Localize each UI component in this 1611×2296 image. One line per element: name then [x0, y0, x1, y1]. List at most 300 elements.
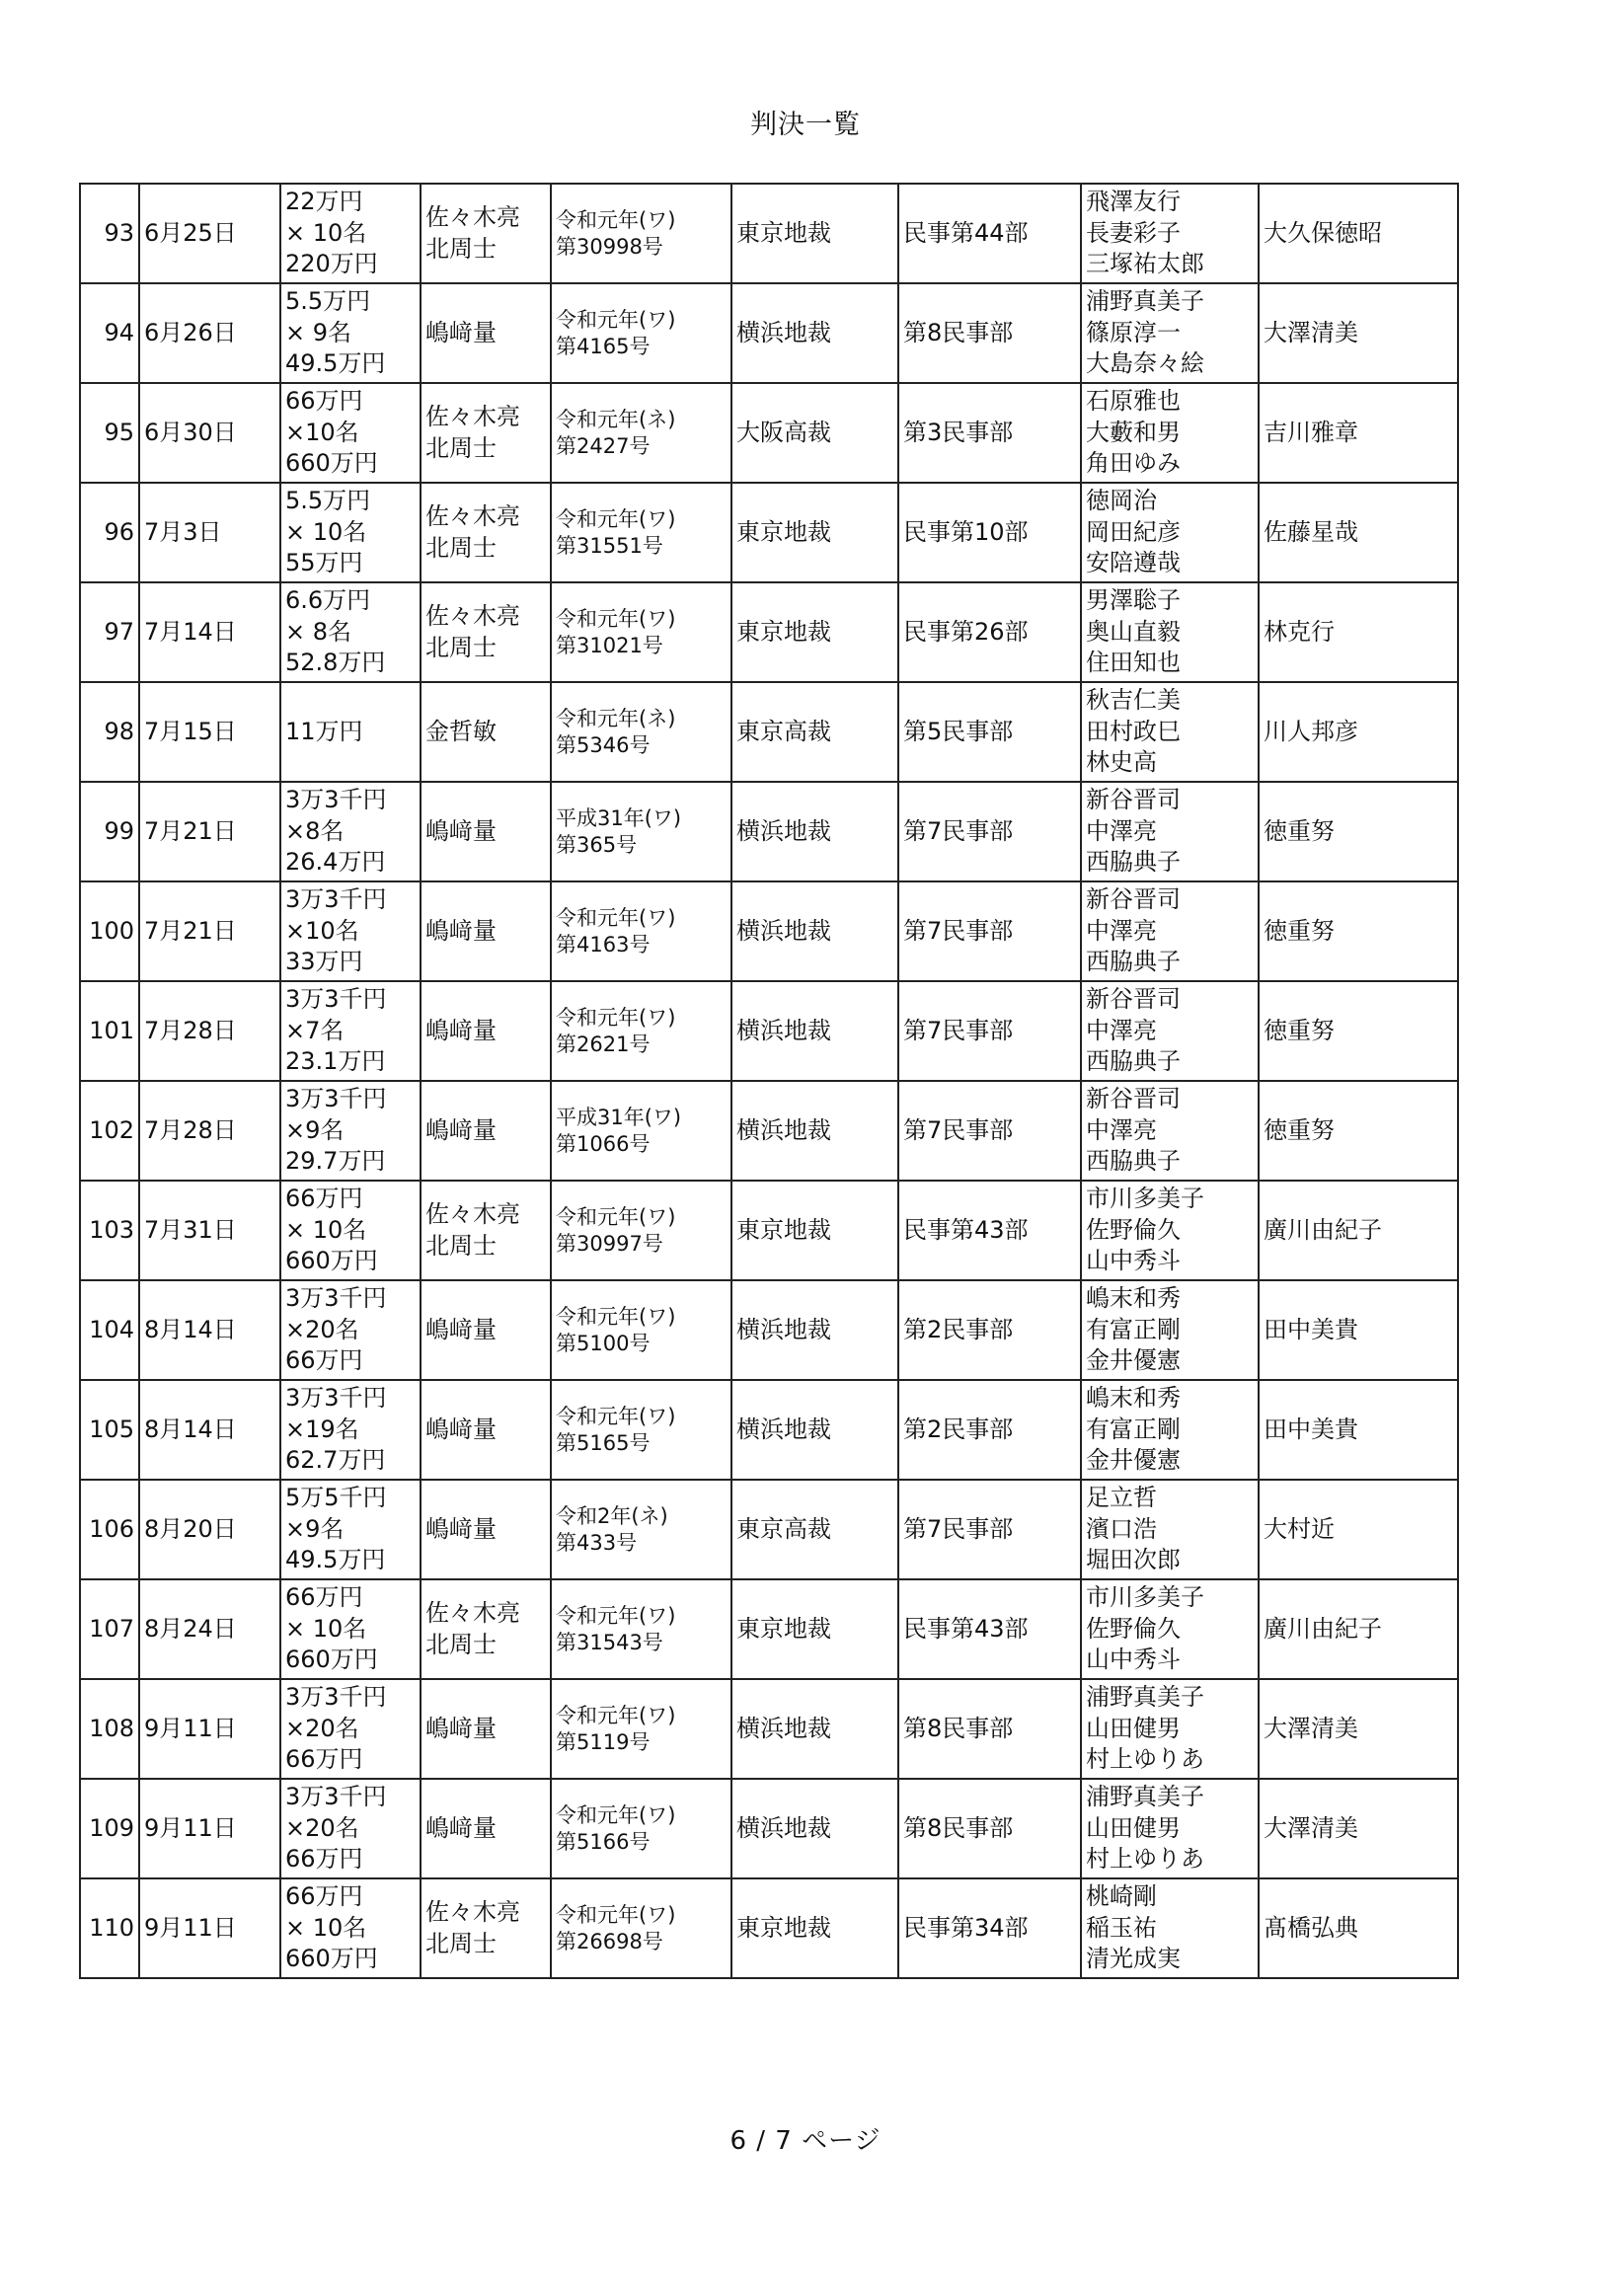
amount-line: 5万5千円 — [285, 1483, 387, 1511]
case-number-line: 令和元年(ワ) — [556, 905, 676, 930]
amount-line: 22万円 — [285, 187, 363, 215]
case-number-line: 令和元年(ワ) — [556, 1005, 676, 1030]
court-cell: 東京地裁 — [731, 483, 898, 582]
judges-line: 山田健男 — [1086, 1813, 1181, 1842]
amount-line: 660万円 — [285, 1247, 378, 1275]
case-number-line: 第4163号 — [556, 932, 651, 957]
lawyer-line: 北周士 — [425, 1929, 497, 1957]
case-number-line: 令和元年(ネ) — [556, 407, 676, 431]
judges-line: 西脇典子 — [1086, 1147, 1181, 1176]
judges-line: 篠原淳一 — [1086, 318, 1181, 346]
division-cell: 第8民事部 — [898, 283, 1081, 383]
case-number-cell — [551, 1878, 731, 1978]
division-cell: 第7民事部 — [898, 981, 1081, 1081]
lawyer-line: 北周士 — [425, 433, 497, 462]
amount-line: 66万円 — [285, 1745, 363, 1774]
date-cell: 9月11日 — [139, 1779, 280, 1878]
judges-line: 嶋末和秀 — [1086, 1383, 1181, 1412]
lawyer-cell — [421, 184, 551, 283]
row-number-cell: 96 — [80, 483, 139, 582]
judges-line: 長妻彩子 — [1086, 218, 1181, 247]
judges-cell — [1081, 1280, 1259, 1380]
case-number-line: 第2621号 — [556, 1032, 651, 1056]
case-number-line: 令和元年(ワ) — [556, 506, 676, 531]
division-cell: 民事第10部 — [898, 483, 1081, 582]
case-number-line: 令和2年(ネ) — [556, 1503, 668, 1528]
judges-line: 西脇典子 — [1086, 848, 1181, 877]
judges-line: 秋吉仁美 — [1086, 685, 1181, 714]
row-number-cell: 103 — [80, 1181, 139, 1280]
case-number-cell — [551, 682, 731, 782]
judges-cell — [1081, 1878, 1259, 1978]
case-number-line: 令和元年(ワ) — [556, 1902, 676, 1927]
division-cell: 第7民事部 — [898, 1081, 1081, 1181]
amount-line: ×20名 — [285, 1714, 359, 1742]
judges-line: 濱口浩 — [1086, 1514, 1157, 1543]
lawyer-line: 佐々木亮 — [425, 403, 520, 431]
division-cell: 第2民事部 — [898, 1380, 1081, 1480]
amount-line: × 10名 — [285, 1614, 367, 1643]
judges-line: 清光成実 — [1086, 1945, 1181, 1973]
table-row — [80, 1679, 1458, 1779]
court-cell: 横浜地裁 — [731, 1779, 898, 1878]
lawyer-cell — [421, 1779, 551, 1878]
date-cell: 7月15日 — [139, 682, 280, 782]
lawyer-line: 嶋﨑量 — [425, 816, 497, 845]
amount-line: 66万円 — [285, 1346, 363, 1375]
amount-line: 3万3千円 — [285, 1084, 387, 1112]
judges-cell — [1081, 981, 1259, 1081]
amount-line: 3万3千円 — [285, 785, 387, 813]
lawyer-line: 北周士 — [425, 1630, 497, 1658]
amount-cell — [280, 1878, 421, 1978]
judges-cell — [1081, 1579, 1259, 1679]
case-number-line: 令和元年(ワ) — [556, 1304, 676, 1329]
judges-cell — [1081, 1380, 1259, 1480]
lawyer-cell — [421, 1679, 551, 1779]
amount-line: 660万円 — [285, 1645, 378, 1674]
case-number-line: 第5166号 — [556, 1829, 651, 1854]
table-row — [80, 881, 1458, 981]
lawyer-line: 佐々木亮 — [425, 1898, 520, 1927]
amount-cell — [280, 383, 421, 483]
counsel-cell: 髙橋弘典 — [1259, 1878, 1458, 1978]
judges-line: 浦野真美子 — [1086, 286, 1204, 315]
judges-line: 中澤亮 — [1086, 816, 1157, 845]
lawyer-cell — [421, 582, 551, 682]
judges-line: 山中秀斗 — [1086, 1645, 1181, 1674]
lawyer-line: 嶋﨑量 — [425, 1813, 497, 1842]
amount-cell — [280, 582, 421, 682]
judges-cell — [1081, 881, 1259, 981]
counsel-cell: 川人邦彦 — [1259, 682, 1458, 782]
lawyer-cell — [421, 1878, 551, 1978]
counsel-cell: 廣川由紀子 — [1259, 1579, 1458, 1679]
table-row — [80, 1380, 1458, 1480]
page-title: 判決一覧 — [750, 110, 861, 140]
lawyer-line: 北周士 — [425, 633, 497, 661]
amount-cell — [280, 184, 421, 283]
date-cell: 7月28日 — [139, 981, 280, 1081]
lawyer-line: 佐々木亮 — [425, 1599, 520, 1628]
division-cell: 第3民事部 — [898, 383, 1081, 483]
judges-line: 角田ゆみ — [1086, 449, 1181, 478]
counsel-cell: 林克行 — [1259, 582, 1458, 682]
judges-line: 大島奈々絵 — [1086, 349, 1204, 378]
date-cell: 7月21日 — [139, 782, 280, 881]
amount-line: 66万円 — [285, 386, 363, 415]
case-number-cell — [551, 1181, 731, 1280]
case-number-cell — [551, 1081, 731, 1181]
case-number-cell — [551, 1679, 731, 1779]
case-number-line: 令和元年(ワ) — [556, 606, 676, 631]
judges-line: 村上ゆりあ — [1086, 1745, 1204, 1774]
date-cell: 7月28日 — [139, 1081, 280, 1181]
row-number-cell: 99 — [80, 782, 139, 881]
judges-line: 西脇典子 — [1086, 948, 1181, 976]
counsel-cell: 大澤清美 — [1259, 1779, 1458, 1878]
case-number-line: 平成31年(ワ) — [556, 1105, 682, 1129]
row-number-cell: 108 — [80, 1679, 139, 1779]
amount-cell — [280, 1380, 421, 1480]
judges-line: 大藪和男 — [1086, 418, 1181, 446]
row-number-cell: 109 — [80, 1779, 139, 1878]
judges-line: 市川多美子 — [1086, 1582, 1204, 1611]
amount-line: 49.5万円 — [285, 349, 386, 378]
row-number-cell: 98 — [80, 682, 139, 782]
case-number-line: 第2427号 — [556, 433, 651, 458]
division-cell: 民事第44部 — [898, 184, 1081, 283]
amount-line: ×10名 — [285, 418, 359, 446]
amount-line: 6.6万円 — [285, 585, 371, 614]
date-cell: 8月24日 — [139, 1579, 280, 1679]
table-row — [80, 1280, 1458, 1380]
amount-line: 66万円 — [285, 1582, 363, 1611]
judges-line: 佐野倫久 — [1086, 1614, 1181, 1643]
judges-line: 金井優憲 — [1086, 1446, 1181, 1475]
amount-line: 5.5万円 — [285, 486, 371, 514]
row-number-cell: 101 — [80, 981, 139, 1081]
judges-line: 有富正剛 — [1086, 1315, 1181, 1343]
judges-line: 新谷晋司 — [1086, 785, 1181, 813]
lawyer-line: 嶋﨑量 — [425, 1315, 497, 1343]
case-number-line: 第5346号 — [556, 732, 651, 757]
date-cell: 9月11日 — [139, 1679, 280, 1779]
division-cell: 第7民事部 — [898, 881, 1081, 981]
lawyer-line: 嶋﨑量 — [425, 1714, 497, 1742]
amount-line: 3万3千円 — [285, 1383, 387, 1412]
court-cell: 東京高裁 — [731, 1480, 898, 1579]
court-cell: 横浜地裁 — [731, 1380, 898, 1480]
judges-line: 桃崎剛 — [1086, 1881, 1157, 1910]
row-number-cell: 102 — [80, 1081, 139, 1181]
amount-line: × 9名 — [285, 318, 352, 346]
court-cell: 東京地裁 — [731, 1878, 898, 1978]
case-number-cell — [551, 881, 731, 981]
lawyer-cell — [421, 1380, 551, 1480]
division-cell: 民事第43部 — [898, 1181, 1081, 1280]
case-number-line: 第5100号 — [556, 1331, 651, 1355]
amount-cell — [280, 682, 421, 782]
amount-cell — [280, 981, 421, 1081]
table-row — [80, 1181, 1458, 1280]
case-number-cell — [551, 582, 731, 682]
table-row — [80, 1579, 1458, 1679]
division-cell: 民事第43部 — [898, 1579, 1081, 1679]
case-number-line: 第26698号 — [556, 1929, 663, 1953]
court-cell: 東京地裁 — [731, 582, 898, 682]
rulings-table — [79, 183, 1459, 1979]
amount-cell — [280, 1579, 421, 1679]
judges-cell — [1081, 383, 1259, 483]
judges-line: 稲玉祐 — [1086, 1913, 1157, 1942]
amount-line: 33万円 — [285, 948, 363, 976]
judges-line: 嶋末和秀 — [1086, 1283, 1181, 1312]
judges-line: 住田知也 — [1086, 649, 1181, 677]
counsel-cell: 徳重努 — [1259, 881, 1458, 981]
amount-line: 11万円 — [285, 717, 363, 745]
amount-line: × 8名 — [285, 617, 352, 646]
row-number-cell: 100 — [80, 881, 139, 981]
amount-line: × 10名 — [285, 1913, 367, 1942]
court-cell: 東京高裁 — [731, 682, 898, 782]
court-cell: 横浜地裁 — [731, 1280, 898, 1380]
counsel-cell: 大澤清美 — [1259, 283, 1458, 383]
amount-line: 3万3千円 — [285, 1782, 387, 1810]
court-cell: 横浜地裁 — [731, 1679, 898, 1779]
judges-cell — [1081, 1181, 1259, 1280]
amount-line: ×8名 — [285, 816, 345, 845]
row-number-cell: 95 — [80, 383, 139, 483]
counsel-cell: 田中美貴 — [1259, 1380, 1458, 1480]
amount-line: ×19名 — [285, 1415, 359, 1443]
table-row — [80, 1081, 1458, 1181]
lawyer-line: 佐々木亮 — [425, 602, 520, 631]
lawyer-cell — [421, 1579, 551, 1679]
division-cell: 民事第26部 — [898, 582, 1081, 682]
case-number-cell — [551, 1380, 731, 1480]
judges-line: 新谷晋司 — [1086, 884, 1181, 913]
judges-line: 中澤亮 — [1086, 1115, 1157, 1144]
amount-line: 26.4万円 — [285, 848, 386, 877]
lawyer-line: 北周士 — [425, 1231, 497, 1260]
amount-line: ×9名 — [285, 1115, 345, 1144]
counsel-cell: 吉川雅章 — [1259, 383, 1458, 483]
case-number-cell — [551, 1480, 731, 1579]
amount-line: ×9名 — [285, 1514, 345, 1543]
judges-cell — [1081, 283, 1259, 383]
lawyer-line: 北周士 — [425, 234, 497, 263]
judges-line: 佐野倫久 — [1086, 1215, 1181, 1244]
judges-line: 堀田次郎 — [1086, 1546, 1181, 1574]
table-row — [80, 283, 1458, 383]
division-cell: 第2民事部 — [898, 1280, 1081, 1380]
date-cell: 7月14日 — [139, 582, 280, 682]
judges-line: 三塚祐太郎 — [1086, 250, 1204, 278]
lawyer-cell — [421, 682, 551, 782]
lawyer-line: 嶋﨑量 — [425, 1415, 497, 1443]
judges-line: 中澤亮 — [1086, 1016, 1157, 1044]
amount-cell — [280, 1280, 421, 1380]
case-number-line: 令和元年(ネ) — [556, 706, 676, 730]
judges-line: 金井優憲 — [1086, 1346, 1181, 1375]
case-number-line: 令和元年(ワ) — [556, 307, 676, 332]
judges-cell — [1081, 483, 1259, 582]
row-number-cell: 106 — [80, 1480, 139, 1579]
judges-line: 石原雅也 — [1086, 386, 1181, 415]
case-number-line: 令和元年(ワ) — [556, 207, 676, 232]
lawyer-line: 嶋﨑量 — [425, 916, 497, 945]
amount-line: 49.5万円 — [285, 1546, 386, 1574]
row-number-cell: 94 — [80, 283, 139, 383]
counsel-cell: 佐藤星哉 — [1259, 483, 1458, 582]
case-number-line: 令和元年(ワ) — [556, 1603, 676, 1628]
amount-cell — [280, 283, 421, 383]
amount-line: × 10名 — [285, 218, 367, 247]
row-number-cell: 107 — [80, 1579, 139, 1679]
case-number-line: 平成31年(ワ) — [556, 805, 682, 830]
judges-line: 徳岡治 — [1086, 486, 1157, 514]
amount-line: ×20名 — [285, 1813, 359, 1842]
amount-line: 55万円 — [285, 549, 363, 577]
case-number-line: 第30998号 — [556, 234, 663, 259]
case-number-line: 第433号 — [556, 1530, 638, 1555]
division-cell: 第8民事部 — [898, 1679, 1081, 1779]
judges-line: 有富正剛 — [1086, 1415, 1181, 1443]
case-number-line: 令和元年(ワ) — [556, 1204, 676, 1229]
date-cell: 8月20日 — [139, 1480, 280, 1579]
case-number-cell — [551, 283, 731, 383]
judges-line: 西脇典子 — [1086, 1047, 1181, 1076]
court-cell: 横浜地裁 — [731, 981, 898, 1081]
judges-line: 林史高 — [1086, 748, 1157, 777]
case-number-line: 第31551号 — [556, 533, 663, 558]
division-cell: 第7民事部 — [898, 1480, 1081, 1579]
amount-line: × 10名 — [285, 1215, 367, 1244]
judges-cell — [1081, 184, 1259, 283]
lawyer-line: 嶋﨑量 — [425, 1115, 497, 1144]
judges-line: 山中秀斗 — [1086, 1247, 1181, 1275]
table-row — [80, 981, 1458, 1081]
case-number-line: 令和元年(ワ) — [556, 1703, 676, 1727]
court-cell: 横浜地裁 — [731, 782, 898, 881]
lawyer-cell — [421, 782, 551, 881]
lawyer-cell — [421, 881, 551, 981]
amount-line: 660万円 — [285, 449, 378, 478]
table-row — [80, 1779, 1458, 1878]
division-cell: 第5民事部 — [898, 682, 1081, 782]
lawyer-cell — [421, 483, 551, 582]
date-cell: 7月21日 — [139, 881, 280, 981]
lawyer-line: 嶋﨑量 — [425, 318, 497, 346]
case-number-line: 第365号 — [556, 832, 638, 857]
judges-line: 安陪遵哉 — [1086, 549, 1181, 577]
court-cell: 横浜地裁 — [731, 1081, 898, 1181]
division-cell: 第7民事部 — [898, 782, 1081, 881]
lawyer-line: 佐々木亮 — [425, 203, 520, 232]
judges-line: 中澤亮 — [1086, 916, 1157, 945]
judges-cell — [1081, 1081, 1259, 1181]
table-body — [80, 184, 1458, 1978]
amount-line: 3万3千円 — [285, 984, 387, 1013]
row-number-cell: 105 — [80, 1380, 139, 1480]
table-row — [80, 682, 1458, 782]
lawyer-line: 嶋﨑量 — [425, 1514, 497, 1543]
case-number-line: 第4165号 — [556, 334, 651, 358]
amount-line: 29.7万円 — [285, 1147, 386, 1176]
lawyer-cell — [421, 1181, 551, 1280]
case-number-line: 第5165号 — [556, 1430, 651, 1455]
page-number: 6 / 7 ページ — [729, 2126, 882, 2156]
lawyer-cell — [421, 1280, 551, 1380]
table-row — [80, 582, 1458, 682]
case-number-cell — [551, 1779, 731, 1878]
row-number-cell: 97 — [80, 582, 139, 682]
amount-cell — [280, 483, 421, 582]
amount-line: 5.5万円 — [285, 286, 371, 315]
counsel-cell: 徳重努 — [1259, 981, 1458, 1081]
amount-cell — [280, 1480, 421, 1579]
court-cell: 横浜地裁 — [731, 881, 898, 981]
lawyer-line: 佐々木亮 — [425, 502, 520, 531]
judges-cell — [1081, 1480, 1259, 1579]
lawyer-cell — [421, 1081, 551, 1181]
judges-line: 新谷晋司 — [1086, 984, 1181, 1013]
lawyer-cell — [421, 283, 551, 383]
court-cell: 大阪高裁 — [731, 383, 898, 483]
case-number-cell — [551, 782, 731, 881]
judges-line: 村上ゆりあ — [1086, 1845, 1204, 1874]
judges-cell — [1081, 1679, 1259, 1779]
date-cell: 6月25日 — [139, 184, 280, 283]
table-row — [80, 1480, 1458, 1579]
date-cell: 6月26日 — [139, 283, 280, 383]
judges-line: 山田健男 — [1086, 1714, 1181, 1742]
amount-cell — [280, 1081, 421, 1181]
judges-line: 男澤聡子 — [1086, 585, 1181, 614]
lawyer-cell — [421, 1480, 551, 1579]
amount-cell — [280, 1679, 421, 1779]
amount-cell — [280, 881, 421, 981]
counsel-cell: 廣川由紀子 — [1259, 1181, 1458, 1280]
row-number-cell: 104 — [80, 1280, 139, 1380]
case-number-line: 第31021号 — [556, 633, 663, 657]
amount-cell — [280, 782, 421, 881]
amount-line: 66万円 — [285, 1184, 363, 1212]
date-cell: 9月11日 — [139, 1878, 280, 1978]
amount-cell — [280, 1779, 421, 1878]
case-number-cell — [551, 1579, 731, 1679]
judges-line: 新谷晋司 — [1086, 1084, 1181, 1112]
date-cell: 7月31日 — [139, 1181, 280, 1280]
counsel-cell: 徳重努 — [1259, 782, 1458, 881]
lawyer-line: 嶋﨑量 — [425, 1016, 497, 1044]
court-cell: 東京地裁 — [731, 1181, 898, 1280]
case-number-line: 第1066号 — [556, 1131, 651, 1156]
division-cell: 第8民事部 — [898, 1779, 1081, 1878]
judges-line: 足立哲 — [1086, 1483, 1157, 1511]
amount-line: 66万円 — [285, 1881, 363, 1910]
judges-cell — [1081, 582, 1259, 682]
counsel-cell: 大村近 — [1259, 1480, 1458, 1579]
judges-line: 飛澤友行 — [1086, 187, 1181, 215]
case-number-line: 第5119号 — [556, 1729, 651, 1754]
amount-line: ×20名 — [285, 1315, 359, 1343]
lawyer-cell — [421, 383, 551, 483]
counsel-cell: 徳重努 — [1259, 1081, 1458, 1181]
judges-line: 田村政巳 — [1086, 717, 1181, 745]
lawyer-line: 金哲敏 — [425, 717, 497, 745]
